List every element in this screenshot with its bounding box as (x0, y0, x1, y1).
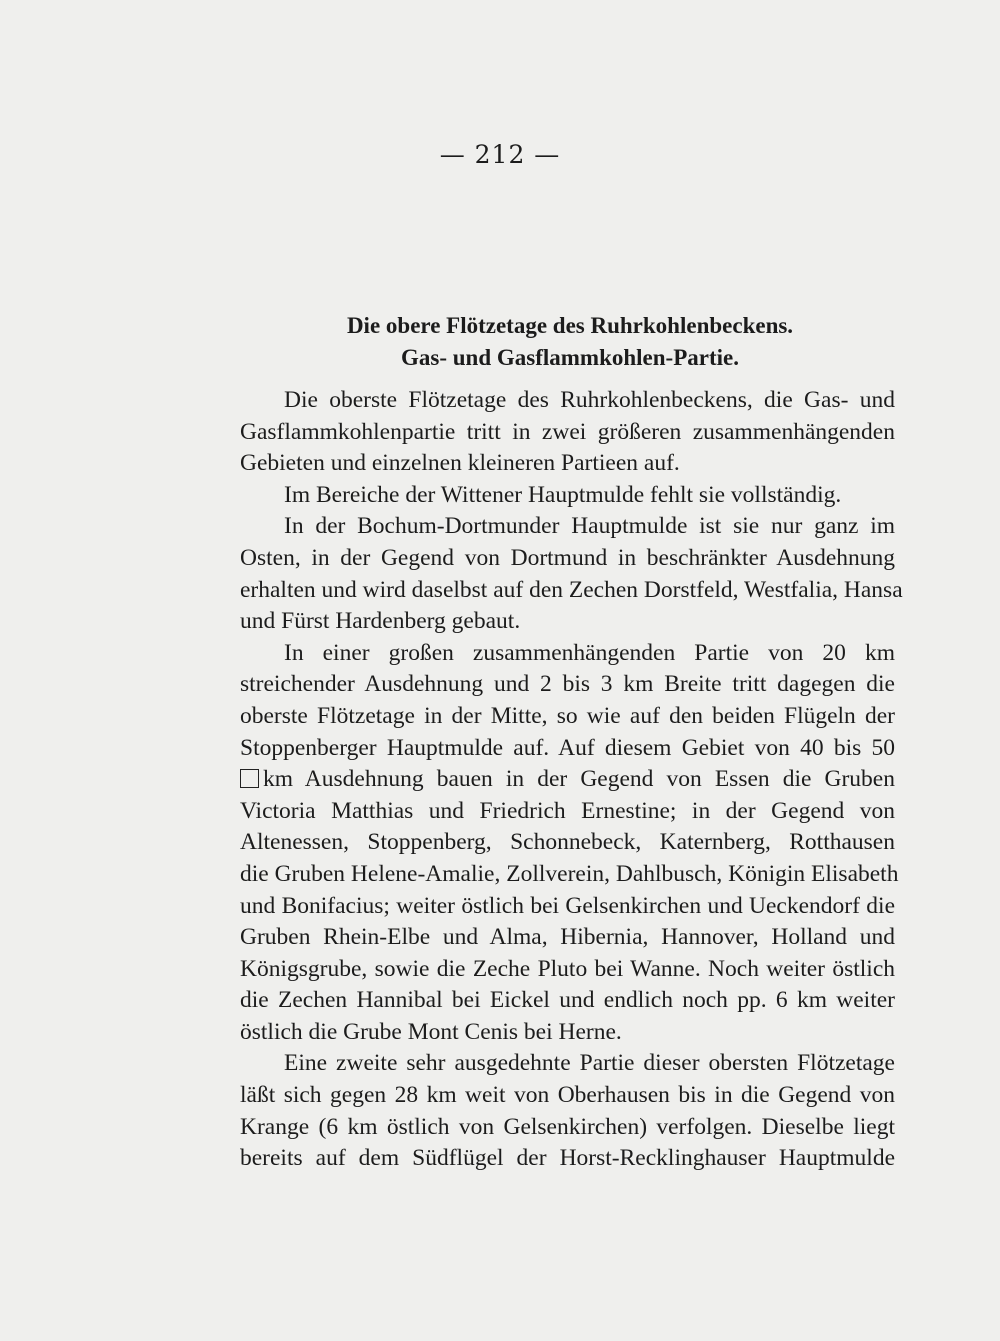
text-line: Königsgrube, sowie die Zeche Pluto bei Wanne. Noch weiter östlich (240, 955, 895, 982)
text-line: Stoppenberger Hauptmulde auf. Auf diesem Gebiet von 40 bis 50 (240, 734, 895, 761)
text-line: In der Bochum-Dortmunder Hauptmulde ist sie nur ganz im (284, 513, 895, 540)
text-line: Altenessen, Stoppenberg, Schonnebeck, Katernberg, Rotthausen (240, 829, 895, 856)
text-line: die Gruben Helene-Amalie, Zollverein, Dahlbusch, Königin Elisabeth (240, 860, 899, 887)
body-text (240, 385, 903, 1175)
text-line: oberste Flötzetage in der Mitte, so wie auf den beiden Flügeln der (240, 702, 895, 729)
text-line: bereits auf dem Südflügel der Horst-Recklinghauser Hauptmulde (240, 1145, 895, 1172)
text-line: erhalten und wird daselbst auf den Zechen Dorstfeld, Westfalia, Hansa (240, 576, 903, 603)
text-line: und Bonifacius; weiter östlich bei Gelsenkirchen und Ueckendorf die (240, 892, 895, 919)
paragraph (240, 511, 903, 637)
text-line-with-square (240, 764, 895, 796)
text-line: In einer großen zusammenhängenden Partie von 20 km (284, 639, 895, 666)
paragraph (240, 480, 895, 512)
text-line: Osten, in der Gegend von Dortmund in beschränkter Ausdehnung (240, 544, 895, 571)
text-line: Eine zweite sehr ausgedehnte Partie dieser obersten Flötzetage (284, 1050, 895, 1077)
paragraph (240, 1048, 895, 1174)
subtitle-line: Gas- und Gasflammkohlen-Partie. (401, 345, 739, 370)
text-line: Gruben Rhein-Elbe und Alma, Hibernia, Hannover, Holland und (240, 924, 895, 951)
title-line: Die obere Flötzetage des Ruhrkohlenbeckens. (346, 313, 794, 338)
text-fragment: km Ausdehnung bauen in der Gegend von Essen die Gruben (263, 766, 895, 793)
text-line: und Fürst Hardenberg gebaut. (240, 608, 521, 635)
text-line: läßt sich gegen 28 km weit von Oberhausen bis in die Gegend von (240, 1082, 895, 1109)
text-line: Victoria Matthias und Friedrich Ernestine; in der Gegend von (240, 797, 895, 824)
text-line: Krange (6 km östlich von Gelsenkirchen) verfolgen. Dieselbe liegt (240, 1113, 895, 1140)
text-line: Gebieten und einzelnen kleineren Partieen auf. (240, 450, 680, 477)
text-line: streichender Ausdehnung und 2 bis 3 km Breite tritt dagegen die (240, 671, 895, 698)
square-symbol-icon (240, 769, 259, 788)
section-title (240, 310, 900, 374)
paragraph (240, 638, 899, 1049)
text-line: Die oberste Flötzetage des Ruhrkohlenbeckens, die Gas- und (284, 387, 895, 413)
paragraph (240, 385, 895, 480)
text-line: östlich die Grube Mont Cenis bei Herne. (240, 1018, 622, 1045)
page-number: — 212 — (439, 140, 561, 169)
text-line: Gasflammkohlenpartie tritt in zwei größeren zusammenhängenden (240, 418, 895, 445)
text-line: Im Bereiche der Wittener Hauptmulde fehlt sie vollständig. (284, 481, 842, 508)
text-line: die Zechen Hannibal bei Eickel und endlich noch pp. 6 km weiter (240, 987, 895, 1014)
